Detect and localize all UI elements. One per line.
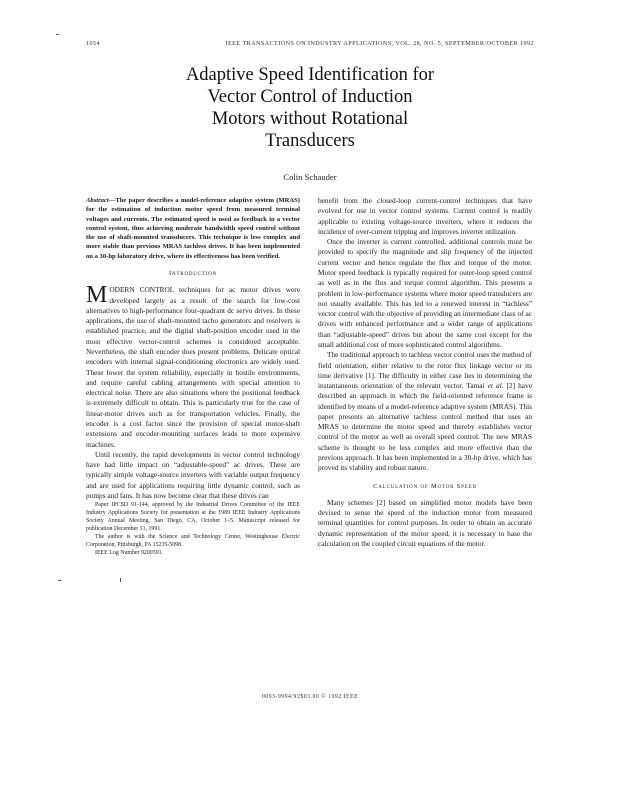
scan-mark xyxy=(58,580,61,581)
body-text: The traditional approach to tachless vector control uses the method of field orientation, either relative to the rotor flux linkage vector or its time derivative [1]. The difficulty in either case lies in determining the instantaneous orientation of the relevant vector. Tamai xyxy=(318,350,532,391)
body-paragraph: Many schemes [2] based on simplified motor models have been devised to sense the speed of the induction motor from measured terminal quantities for control purposes. In order to obtain an accurate dynamic representation of the motor speed, it is necessary to base the calculation on the coupled circuit equations of the motor. xyxy=(318,497,532,548)
left-column xyxy=(86,196,300,557)
footnote-affiliation: The author is with the Science and Technology Center, Westinghouse Electric Corporation, Pittsburgh, PA 15235-5098. xyxy=(86,534,300,549)
right-column xyxy=(318,196,532,549)
drop-cap: M xyxy=(86,282,108,309)
body-paragraph: Once the inverter is current controlled, additional controls must be provided to specify the magnitude and slip frequency of the injected current vector and hence regulate the flux and torque of the motor. Motor speed feedback is typically required for outer-loop speed control as well as in the flux and torque control algorithm. This presents a problem in low-performance systems where motor speed transducers are not usually available. This has led to a renewed interest in “tachless” vector control with the objective of providing an intermediate class of ac drives with enhanced performance and a wider range of applications than “adjustable-speed” drives but about the same cost except for the small additional cost of more sophisticated control algorithms. xyxy=(318,237,532,349)
intro-text: techniques for ac motor drives were developed largely as a result of the search for low-cost alternatives to high-performance four-quadrant dc servo drives. In these applications, the use of shaft-mounted tacho generators and resolvers is established practice, and the digital shaft-position encoder used in the most effective vector-control schemes is considered acceptable. Nevertheless, the shaft encoder does present problems. Delicate optical encoders with internal signal-conditioning electronics are widely used. These lower the system reliability, especially in hostile environments, and require careful cabling arrangements with special attention to electrical noise. There are also situations where the positional feedback is extremely difficult to obtain. This is particularly true for the case of linear-motor drives such as for transportation vehicles. Finally, the encoder is a cost factor since the provision of special motor-shaft extensions and encoder-mounting surfaces leads to more expensive machines. xyxy=(86,285,300,449)
title-line: Vector Control of Induction xyxy=(207,87,413,107)
title-line: Motors without Rotational xyxy=(211,109,409,129)
author-name: Colin Schauder xyxy=(283,172,337,182)
abstract xyxy=(86,196,300,261)
intro-lead-smallcaps: ODERN CONTROL xyxy=(109,285,175,295)
section-heading-introduction: Introduction xyxy=(169,270,217,278)
body-text: [2] have described an approach in which the field-oriented reference frame is identified by means of a model-reference adaptive system (MRAS). This paper presents an alternative tachless control method that uses an MRAS to determine the motor speed and thereby establishes vector control of the motor as well as overall speed control. The new MRAS scheme is thought to be less complex and more effective than the previous approach. It has been implemented in a 30-hp drive, which has proved its viability and robust nature. xyxy=(318,381,532,473)
scan-mark xyxy=(56,34,59,35)
section-heading-calculation: Calculation of Motor Speed xyxy=(373,482,477,490)
paper-title xyxy=(86,64,534,152)
intro-paragraph-1 xyxy=(86,282,300,450)
page-number: 1054 xyxy=(86,40,100,47)
intro-paragraph-2: Until recently, the rapid developments in vector control technology have had little impact on “adjustable-speed” ac drives. These are typically simple voltage-source inverters with variable output frequency and are used for applications requiring little dynamic control, such as pumps and fans. It has now become clear that these drives can xyxy=(86,449,300,500)
journal-citation: IEEE TRANSACTIONS ON INDUSTRY APPLICATIONS, VOL. 28, NO. 5, SEPTEMBER/OCTOBER 1992 xyxy=(225,40,534,47)
title-line: Adaptive Speed Identification for xyxy=(185,65,435,85)
footnote-manuscript: Paper IPCSD 91-144, approved by the Industrial Drives Committee of the IEEE Industry Applications Society for presentation at the 1989 IEEE Industry Applications Society Annual Meeting, San Diego, CA, October 1–5. Manuscript released for publication December 31, 1991. xyxy=(86,502,300,533)
abstract-label: Abstract xyxy=(86,197,109,204)
title-line: Transducers xyxy=(265,131,355,151)
running-header xyxy=(86,40,534,50)
footnote-log-number: IEEE Log Number 9200591. xyxy=(95,550,164,557)
body-paragraph xyxy=(318,350,532,473)
body-text-italic: et al. xyxy=(487,381,504,391)
scan-mark xyxy=(120,578,121,582)
abstract-text: —The paper describes a model-reference adaptive system (MRAS) for the estimation of induction motor speed from measured terminal voltages and currents. The estimated speed is used as feedback in a vector control system, thus achieving moderate bandwidth speed control without the use of shaft-mounted transducers. This technique is less complex and more stable than previous MRAS tachless drives. It has been implemented on a 30-hp laboratory drive, where its effectiveness has been verified. xyxy=(86,197,300,260)
body-paragraph: benefit from the closed-loop current-control techniques that have evolved for use in vector control systems. Current control is readily applicable to existing voltage-source inverters, where it reduces the incidence of over-current tripping and improves inverter utilization. xyxy=(318,196,532,236)
copyright-line: 0093-9994/92$03.00 © 1992 IEEE xyxy=(261,694,359,700)
